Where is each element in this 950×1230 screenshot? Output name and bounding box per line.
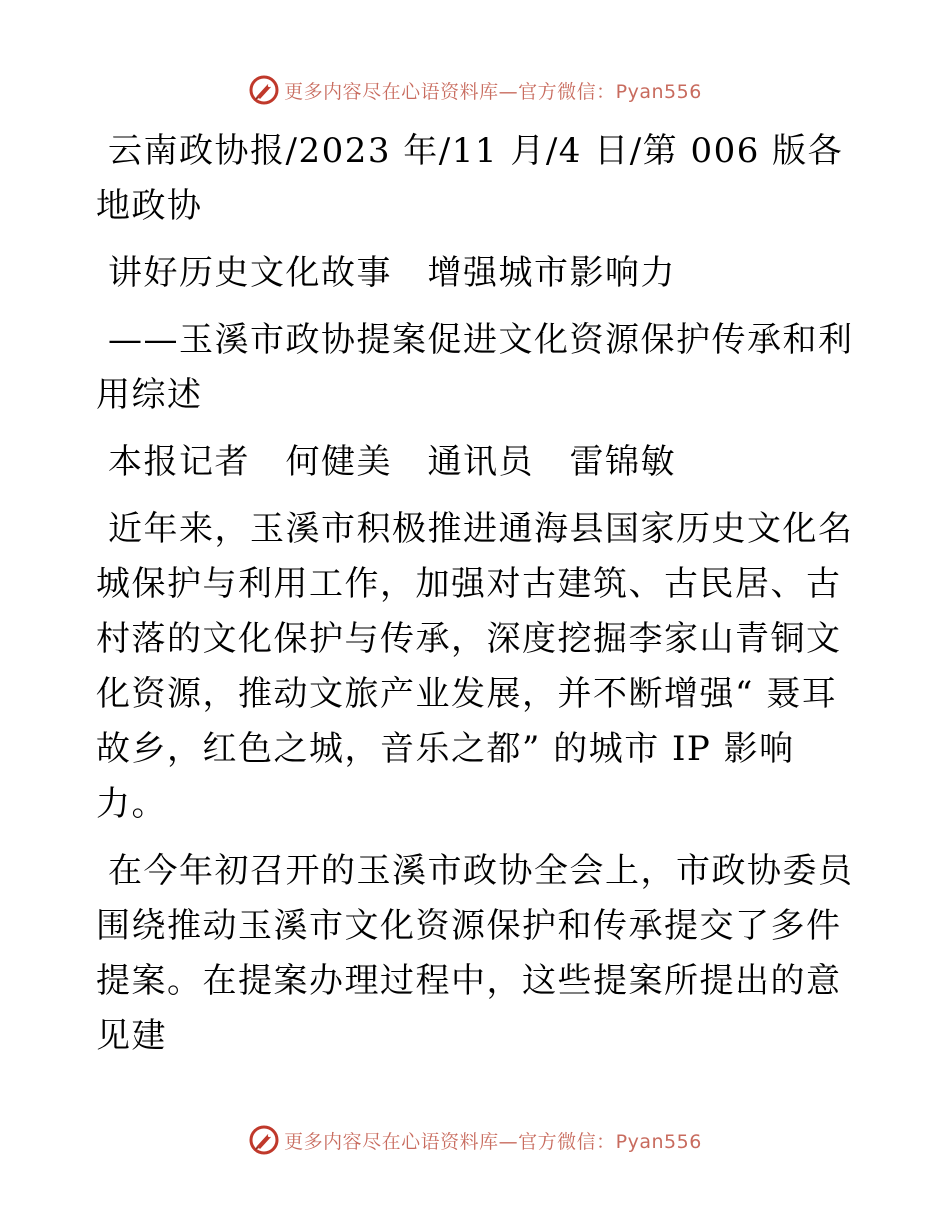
article-subtitle: ——玉溪市政协提案促进文化资源保护传承和利用综述 bbox=[96, 320, 854, 415]
bottom-watermark-banner bbox=[0, 1122, 950, 1158]
article-title: 讲好历史文化故事 增强城市影响力 bbox=[108, 253, 676, 293]
source-line: 云南政协报/2023 年/11 月/4 日/第 006 版各地政协 bbox=[96, 131, 844, 226]
fountain-pen-logo-icon bbox=[248, 1124, 280, 1156]
paragraph: 在今年初召开的玉溪市政协全会上，市政协委员围绕推动玉溪市文化资源保护和传承提交了多件提案。在提案办理过程中，这些提案所提出的意见建 bbox=[96, 851, 854, 1056]
watermark-text: 更多内容尽在心语资料库—官方微信：Pyan556 bbox=[284, 80, 702, 103]
fountain-pen-logo-icon bbox=[248, 74, 280, 106]
watermark-text: 更多内容尽在心语资料库—官方微信：Pyan556 bbox=[284, 1130, 702, 1153]
paragraph: 近年来，玉溪市积极推进通海县国家历史文化名城保护与利用工作，加强对古建筑、古民居、古村落的文化保护与传承，深度挖掘李家山青铜文化资源，推动文旅产业发展，并不断增强“ 聂耳故乡，红色之城，音乐之都” 的城市 IP 影响力。 bbox=[96, 509, 854, 824]
article-body bbox=[96, 124, 856, 1076]
article-byline: 本报记者 何健美 通讯员 雷锦敏 bbox=[108, 442, 676, 482]
top-watermark-banner bbox=[0, 72, 950, 108]
